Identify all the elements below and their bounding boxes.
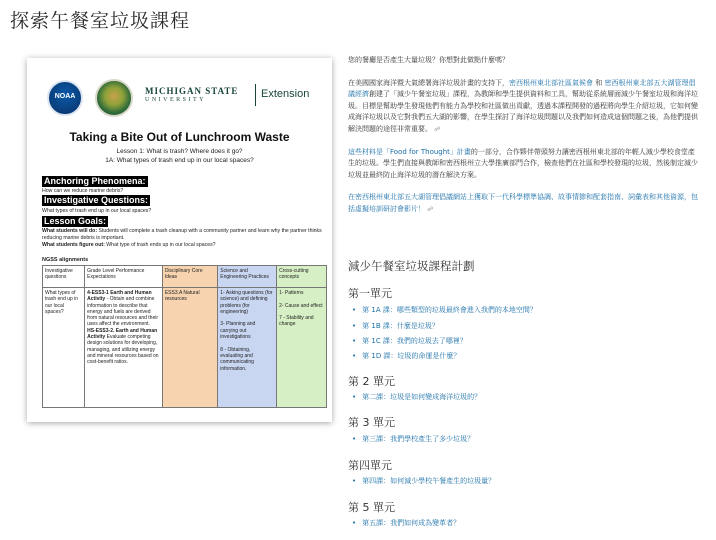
community-climate-link[interactable]: 密西根州東北部社區氣候會 (509, 78, 593, 87)
external-link-icon: ☍ (427, 205, 434, 213)
lesson-link[interactable]: • 第四課：如何減少學校午餐產生的垃圾量？ (352, 476, 495, 486)
extension-label: Extension (261, 88, 310, 100)
lesson-subtitle: 1A: What types of trash end up in our local spaces? (105, 157, 254, 164)
ngss-label: NGSS alignments (42, 257, 89, 263)
lesson-link[interactable]: • 第二課：垃圾是如何變成海洋垃圾的？ (352, 392, 481, 402)
document-title: Taking a Bite Out of Lunchroom Waste (69, 130, 290, 144)
intro-paragraph-1: 在美國國家海洋暨大氣總署海洋垃圾計畫的支持下，密西根州東北部社區氣候會 和 密西根州東北部五大湖管理倡議經濟創建了「減少午餐室垃圾」課程，為教師和學生提供資料和工具，幫助從系統層面減少午餐室垃圾和海洋垃圾。目標是幫助學生發現他們有能力為學校和社區做出貢獻，透過本課程開發的過程將向學生介紹垃圾，它如何變成海洋垃圾以及它對我們五大湖的影響，在學生探討了海洋垃圾問題以及我們如何造成這個問題之後，為他們提供解決問題的途徑非常重要。 ☍ (348, 78, 698, 133)
unit-title: 第 3 單元 (348, 416, 395, 429)
table-cell-dci: ESS3.A Natural resources (162, 288, 217, 408)
investigative-heading: Investigative Questions: (44, 195, 149, 205)
resources-link[interactable]: 在密西根州東北部五大湖管理倡議網站上獲取下一代科學標準協調、故事情節和配套指南、詞彙表和其他資源，包括虛擬培訓研討會影片！ (348, 193, 698, 213)
ngss-table (42, 265, 327, 408)
intro-paragraph-3 (348, 192, 698, 215)
table-header: Disciplinary Core Ideas (162, 266, 217, 288)
unit-title: 第 5 單元 (348, 501, 395, 514)
lesson-link[interactable]: • 第 1C 課：我們的垃圾去了哪裡？ (352, 336, 467, 346)
stewardship-initiative-link[interactable]: 密西根州東北部五大湖管理倡議經濟 (348, 78, 696, 99)
lesson-link[interactable]: • 第 1D 課：垃圾的命運是什麼？ (352, 351, 460, 361)
table-cell-question: What types of trash end up in our local spaces? (43, 288, 85, 408)
investigative-text: What types of trash end up in our local spaces? (42, 208, 152, 214)
unit-title: 第 2 單元 (348, 375, 395, 388)
anchoring-heading: Anchoring Phenomena: (44, 176, 146, 186)
goals-figure: What students figure out: What type of trash ends up in our local spaces? (42, 242, 216, 248)
intro-paragraph-2: 這些材料是「Food for Thought」計畫的一部分，合作夥伴帶頭努力讓密西根州東北部的年輕人減少學校食堂產生的垃圾。學生們直接與教師和密西根州立大學推廣部門合作，檢查他們在社區和學校發現的垃圾，然後制定減少垃圾並最終防止海洋垃圾的潛在解決方案。 (348, 147, 698, 179)
lesson-link[interactable]: • 第五課：我們如何成為變革者？ (352, 518, 460, 528)
page-title: 探索午餐室垃圾課程 (10, 10, 191, 32)
external-link-icon: ☍ (434, 125, 441, 133)
table-header: Investigative questions (43, 266, 85, 288)
unit-title: 第四單元 (348, 459, 392, 472)
lesson-line: Lesson 1: What is trash? Where does it go? (116, 148, 243, 155)
table-cell-crosscutting: 1- Patterns 2- Cause and effect 7 - Stability and change (277, 288, 327, 408)
logo-divider (255, 84, 256, 106)
table-header: Science and Engineering Practices (218, 266, 277, 288)
intro-section (348, 55, 698, 216)
unit-title: 第一單元 (348, 287, 392, 300)
goals-heading: Lesson Goals: (44, 216, 107, 226)
table-header: Cross-cutting concepts (277, 266, 327, 288)
msu-logo: MICHIGAN STATE UNIVERSITY (145, 86, 239, 103)
noaa-logo: NOAA (47, 80, 83, 116)
table-row (43, 288, 327, 408)
table-cell-practices: 1- Asking questions (for science) and defining problems (for engineering) 3- Planning and carrying out investigations 8 - Obtaining, evaluating and communicating information. (218, 288, 277, 408)
table-header: Grade Level Performance Expectations (85, 266, 163, 288)
lesson-link[interactable]: • 第 1B 課：什麼是垃圾？ (352, 321, 439, 331)
table-cell-performance: 4-ESS3-1 Earth and Human Activity - Obtain and combine information to describe that energy and fuels are derived from natural resources and their uses affect the environment. HS-ESS3-2. Earth and Human Activity Evaluate competing design solutions for developing, managing, and utilizing energy and mineral resources based on cost-benefit ratios. (85, 288, 163, 408)
intro-question: 您的餐廳是否產生大量垃圾？你想對此做點什麼嗎？ (348, 56, 509, 64)
lesson-document-preview[interactable] (27, 58, 332, 422)
goals-do: What students will do: Students will complete a trash cleanup with a community partner and learn why the partner thinks reducing marine debris is important. (42, 228, 322, 241)
table-header-row (43, 266, 327, 288)
partner-logos (47, 80, 317, 120)
lesson-plan-title: 減少午餐室垃圾課程計劃 (348, 259, 475, 273)
food-for-thought-link[interactable]: 這些材料是「Food for Thought」計畫 (348, 147, 471, 156)
community-seal-logo (95, 79, 133, 117)
lesson-link[interactable]: • 第三課：我們學校產生了多少垃圾？ (352, 434, 474, 444)
lesson-link[interactable]: • 第 1A 課：哪些類型的垃圾最終會進入我們的本地空間？ (352, 305, 537, 315)
anchoring-text: How can we reduce marine debris? (42, 188, 124, 194)
